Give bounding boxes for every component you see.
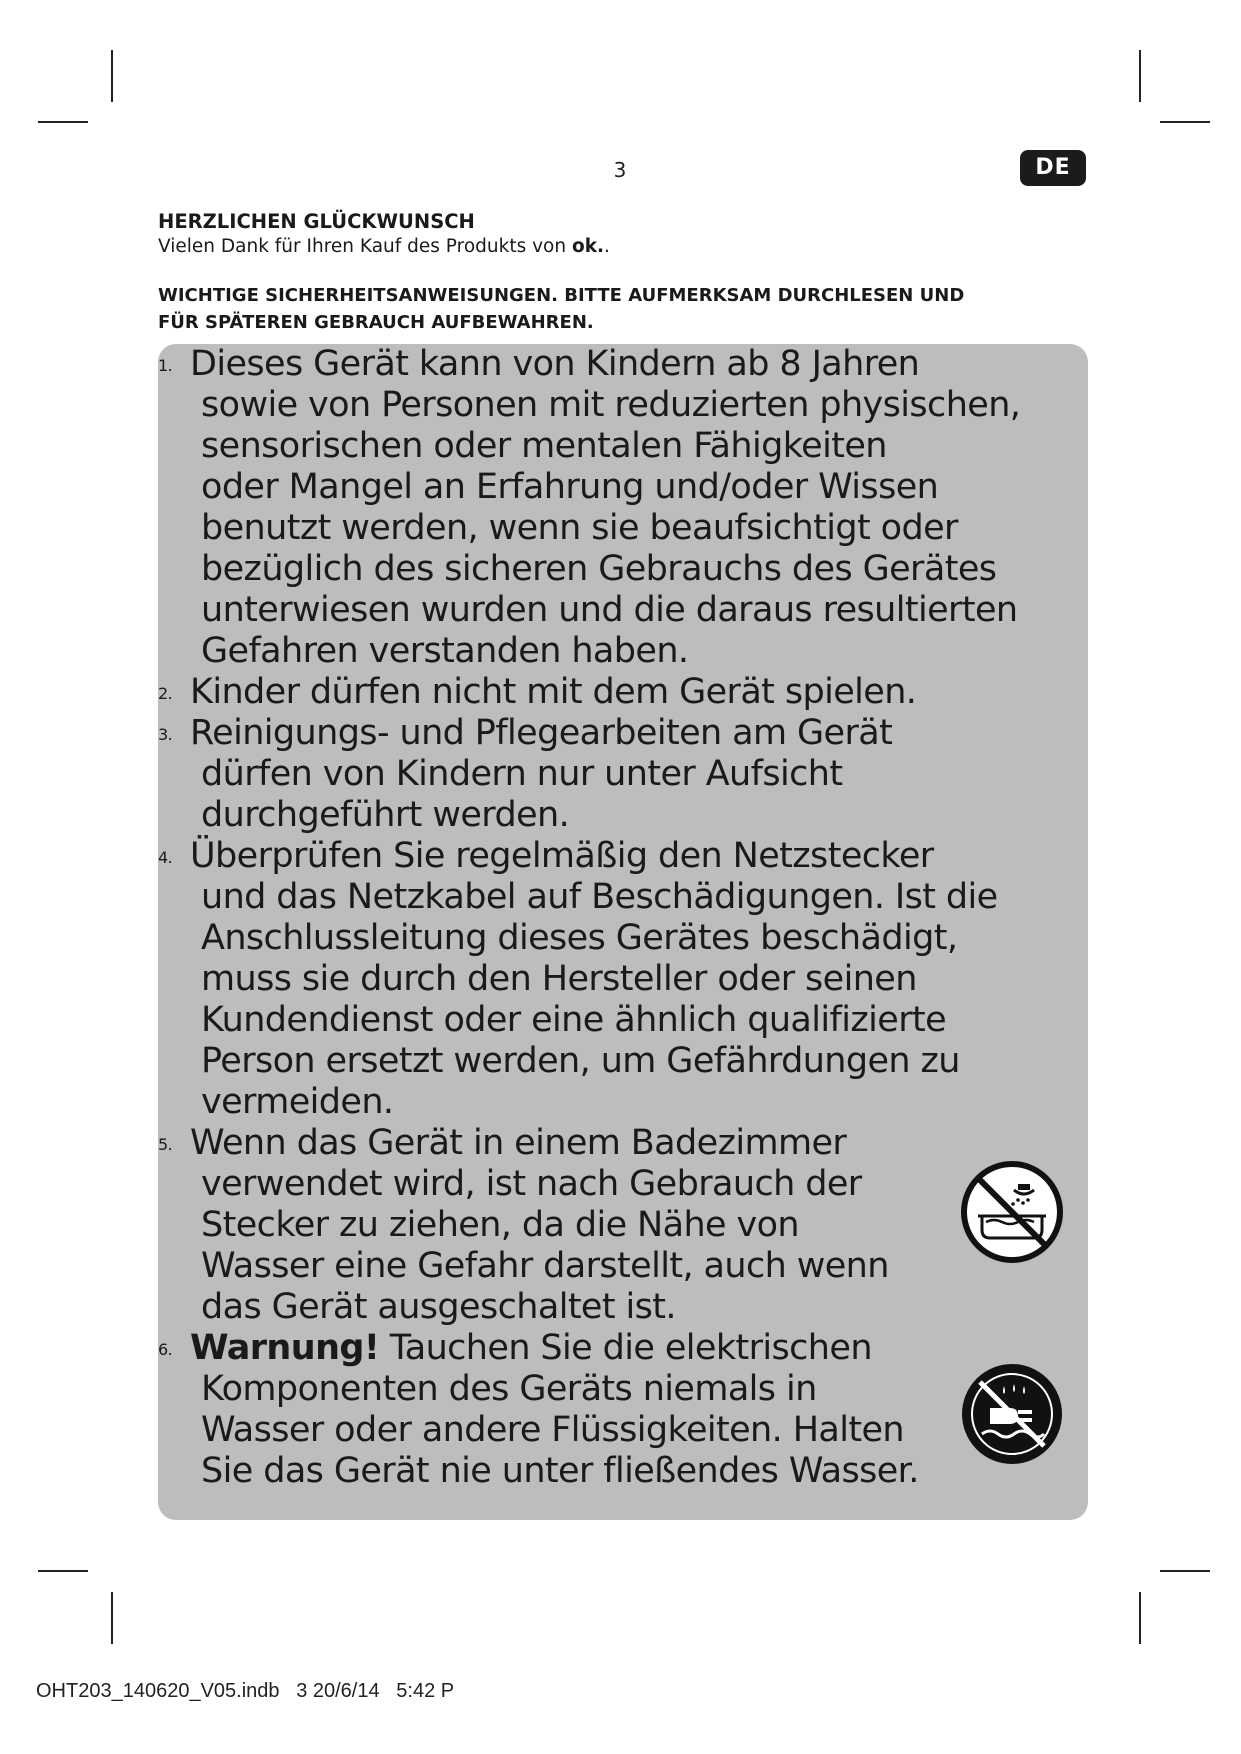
item-line: vermeiden.	[201, 1082, 394, 1122]
item-number: 2.	[158, 684, 173, 703]
page-number: 3	[613, 158, 627, 182]
thanks-suffix: .	[604, 236, 610, 257]
item-line: Reinigungs- und Pflegearbeiten am Gerät	[190, 713, 893, 753]
safety-heading-line1: WICHTIGE SICHERHEITSANWEISUNGEN. BITTE AUFMERKSAM DURCHLESEN UND	[158, 285, 965, 306]
item-line: muss sie durch den Hersteller oder seinen	[201, 959, 917, 999]
item-line: Wasser oder andere Flüssigkeiten. Halten	[201, 1410, 905, 1450]
item-line: Dieses Gerät kann von Kindern ab 8 Jahren	[190, 344, 920, 384]
crop-mark-bottom-right-vertical	[1139, 1592, 1141, 1644]
item-line: Gefahren verstanden haben.	[201, 631, 689, 671]
item-line: durchgeführt werden.	[201, 795, 570, 835]
item-line	[190, 1328, 1088, 1369]
item-line: oder Mangel an Erfahrung und/oder Wissen	[201, 467, 939, 507]
crop-mark-bottom-left-vertical	[111, 1592, 113, 1644]
safety-instructions-list	[158, 344, 1088, 1492]
item-line: Wenn das Gerät in einem Badezimmer	[190, 1123, 847, 1163]
safety-heading-line2: FÜR SPÄTEREN GEBRAUCH AUFBEWAHREN.	[158, 312, 594, 333]
print-info-footer: OHT203_140620_V05.indb 3 20/6/14 5:42 P	[36, 1680, 455, 1702]
safety-item-3	[158, 713, 1088, 836]
item-line: Sie das Gerät nie unter fließendes Wasser.	[201, 1451, 919, 1491]
safety-item-2	[158, 672, 1088, 713]
item-line: Wasser eine Gefahr darstellt, auch wenn	[201, 1246, 889, 1286]
safety-item-6	[158, 1328, 1088, 1492]
item-line: und das Netzkabel auf Beschädigungen. Ist die	[201, 877, 998, 917]
item-line: Kundendienst oder eine ähnlich qualifizierte	[201, 1000, 947, 1040]
item-line: Person ersetzt werden, um Gefährdungen zu	[201, 1041, 960, 1081]
crop-mark-top-left-vertical	[111, 50, 113, 102]
item-line: Komponenten des Geräts niemals in	[201, 1369, 817, 1409]
warning-text: Tauchen Sie die elektrischen	[379, 1328, 872, 1368]
congratulations-heading: HERZLICHEN GLÜCKWUNSCH	[158, 210, 475, 233]
item-line: das Gerät ausgeschaltet ist.	[201, 1287, 676, 1327]
safety-item-4	[158, 836, 1088, 1123]
no-immersion-icon	[960, 1362, 1064, 1466]
thanks-text	[158, 236, 610, 257]
item-line: benutzt werden, wenn sie beaufsichtigt oder	[201, 508, 958, 548]
thanks-prefix: Vielen Dank für Ihren Kauf des Produkts von	[158, 236, 572, 257]
item-line: Kinder dürfen nicht mit dem Gerät spielen.	[190, 672, 917, 712]
item-line: dürfen von Kindern nur unter Aufsicht	[201, 754, 843, 794]
no-bathtub-icon	[960, 1160, 1064, 1264]
safety-heading	[158, 282, 1058, 336]
safety-item-1	[158, 344, 1088, 672]
item-line: sensorischen oder mentalen Fähigkeiten	[201, 426, 887, 466]
safety-item-5	[158, 1123, 1088, 1328]
crop-mark-top-right-vertical	[1139, 50, 1141, 102]
item-line: bezüglich des sicheren Gebrauchs des Gerätes	[201, 549, 997, 589]
item-line: Anschlussleitung dieses Gerätes beschädigt,	[201, 918, 958, 958]
item-line: Überprüfen Sie regelmäßig den Netzstecker	[190, 836, 934, 876]
item-number: 1.	[158, 356, 173, 375]
item-number: 6.	[158, 1340, 173, 1359]
item-number: 5.	[158, 1135, 173, 1154]
brand-name: ok.	[571, 236, 605, 257]
item-line: verwendet wird, ist nach Gebrauch der	[201, 1164, 862, 1204]
item-number: 3.	[158, 725, 173, 744]
crop-mark-top-right-horizontal	[1160, 121, 1210, 123]
item-line: unterwiesen wurden und die daraus resultierten	[201, 590, 1018, 630]
warning-label: Warnung!	[190, 1328, 380, 1368]
crop-mark-top-left-horizontal	[38, 121, 88, 123]
item-line: sowie von Personen mit reduzierten physischen,	[201, 385, 1021, 425]
item-number: 4.	[158, 848, 173, 867]
crop-mark-bottom-left-horizontal	[38, 1570, 88, 1572]
language-badge: DE	[1020, 150, 1086, 186]
crop-mark-bottom-right-horizontal	[1160, 1570, 1210, 1572]
item-line: Stecker zu ziehen, da die Nähe von	[201, 1205, 800, 1245]
